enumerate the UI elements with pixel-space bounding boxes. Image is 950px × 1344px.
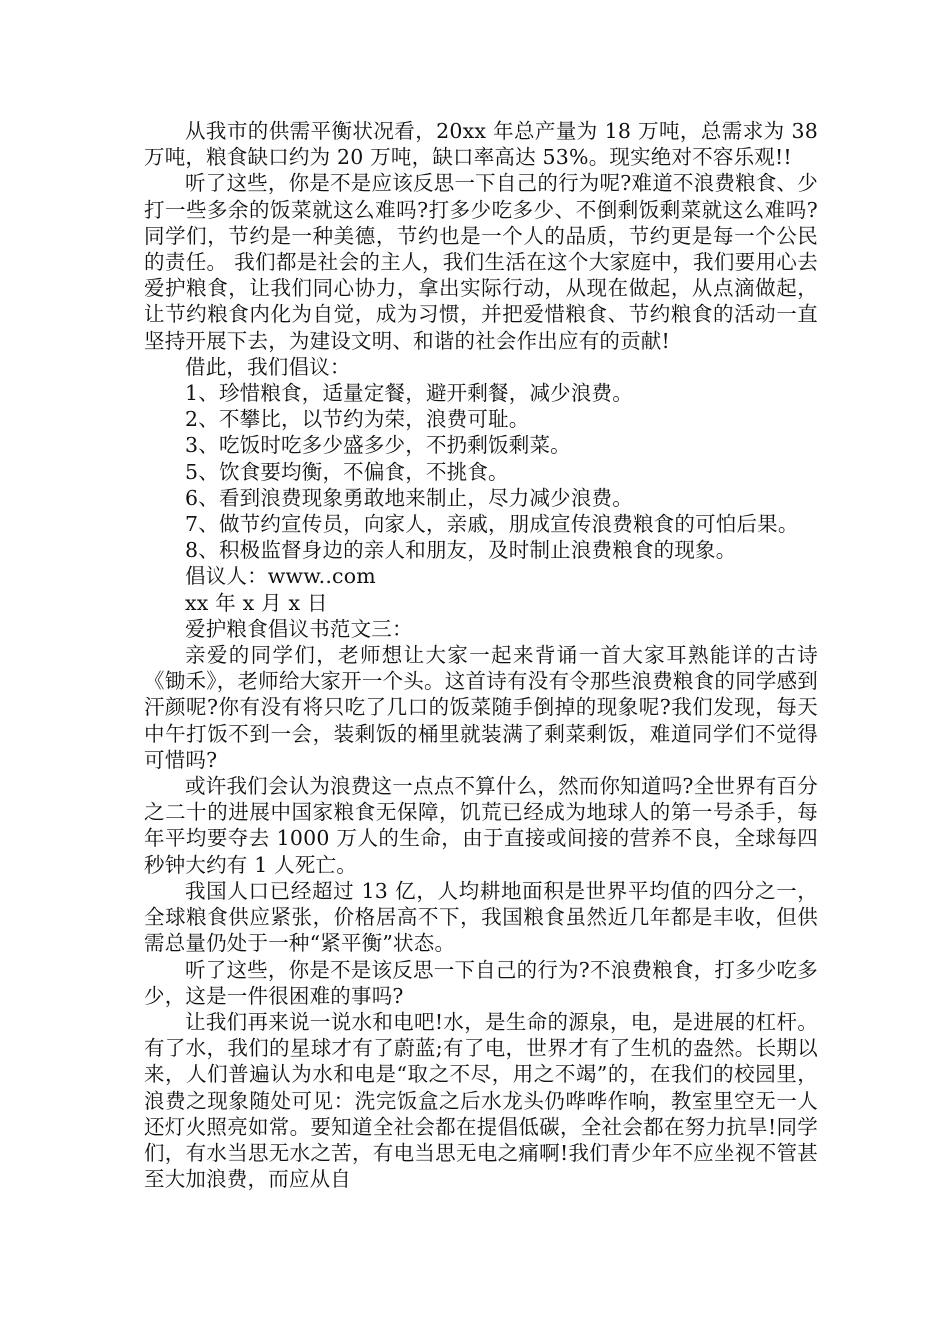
paragraph-classmates: 亲爱的同学们，老师想让大家一起来背诵一首大家耳熟能详的古诗《锄禾》，老师给大家开一个头。这首诗有没有令那些浪费粮食的同学感到汗颜呢?你有没有将只吃了几口的饭菜随手倒掉的现象呢?我们发现，每天中午打饭不到一会，装剩饭的桶里就装满了剩菜剩饭，难道同学们不觉得可惜吗? xyxy=(144,643,818,772)
paragraph-proposal-intro: 借此，我们倡议： xyxy=(185,354,351,379)
proposal-item-5: 5、饮食要均衡，不偏食，不挑食。 xyxy=(185,459,509,484)
proposer-line: 倡议人：www..com xyxy=(185,564,376,589)
proposal-item-7: 7、做节约宣传员，向家人，亲戚，朋成宣传浪费粮食的可怕后果。 xyxy=(185,512,799,537)
paragraph-world-hunger: 或许我们会认为浪费这一点点不算什么，然而你知道吗?全世界有百分之二十的进展中国家粮食无保障，饥荒已经成为地球人的第一号杀手，每年平均要夺去 1000 万人的生命，由于直接或间接的营养不良，全球每四秒钟大约有 1 人死亡。 xyxy=(144,774,818,877)
document-body xyxy=(144,118,818,1192)
paragraph-population: 我国人口已经超过 13 亿，人均耕地面积是世界平均值的四分之一，全球粮食供应紧张，价格居高不下，我国粮食虽然近几年都是丰收，但供需总量仍处于一种“紧平衡”状态。 xyxy=(144,878,818,956)
paragraph-reflection: 听了这些，你是不是应该反思一下自己的行为呢?难道不浪费粮食、少打一些多余的饭菜就这么难吗?打多少吃多少、不倒剩饭剩菜就这么难吗?同学们，节约是一种美德，节约也是一个人的品质，节约更是每一个公民的责任。 我们都是社会的主人，我们生活在这个大家庭中，我们要用心去爱护粮食，让我们同心协力，拿出实际行动，从现在做起，从点滴做起，让节约粮食内化为自觉，成为习惯，并把爱惜粮食、节约粮食的活动一直坚持开展下去，为建设文明、和谐的社会作出应有的贡献! xyxy=(144,171,818,353)
proposal-item-1: 1、珍惜粮食，适量定餐，避开剩餐，减少浪费。 xyxy=(185,381,633,406)
paragraph-supply-demand: 从我市的供需平衡状况看，20xx 年总产量为 18 万吨，总需求为 38 万吨，粮食缺口约为 20 万吨，缺口率高达 53%。现实绝对不容乐观!! xyxy=(144,119,818,170)
paragraph-self-reflection: 听了这些，你是不是该反思一下自己的行为?不浪费粮食，打多少吃多少，这是一件很困难的事吗? xyxy=(144,957,818,1008)
section-title-sample-3: 爱护粮食倡议书范文三： xyxy=(185,616,413,641)
paragraph-water-electricity: 让我们再来说一说水和电吧!水，是生命的源泉，电，是进展的杠杆。有了水，我们的星球才有了蔚蓝;有了电，世界才有了生机的盎然。长期以来，人们普遍认为水和电是“取之不尽，用之不竭”的，在我们的校园里，浪费之现象随处可见：洗完饭盒之后水龙头仍哗哗作响，教室里空无一人还灯火照亮如常。要知道全社会都在提倡低碳，全社会都在努力抗旱!同学们，有水当思无水之苦，有电当思无电之痛啊!我们青少年不应坐视不管甚至大加浪费，而应从自 xyxy=(144,1009,818,1192)
proposal-item-2: 2、不攀比，以节约为荣，浪费可耻。 xyxy=(185,407,530,432)
proposal-item-3: 3、吃饭时吃多少盛多少，不扔剩饭剩菜。 xyxy=(185,433,571,458)
date-line: xx 年 x 月 x 日 xyxy=(185,590,328,615)
proposal-item-6: 6、看到浪费现象勇敢地来制止，尽力减少浪费。 xyxy=(185,485,633,510)
proposal-item-8: 8、积极监督身边的亲人和朋友，及时制止浪费粮食的现象。 xyxy=(185,538,737,563)
